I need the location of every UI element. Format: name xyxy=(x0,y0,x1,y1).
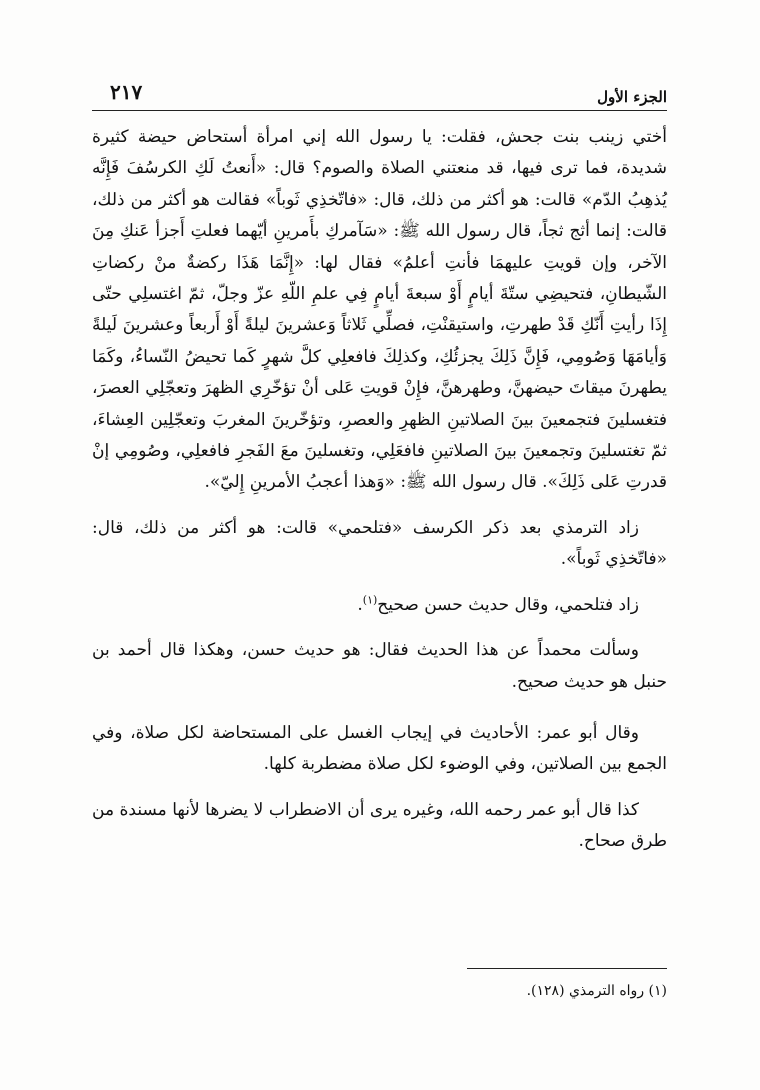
hadith-quote: «فاتّخذِي ثَوباً» xyxy=(566,549,667,570)
text-run: فقالت هو أكثر من ذلك، قالت: إنما أثج ثجاً، قال رسول الله ﷺ: xyxy=(92,189,667,242)
footnote-rule xyxy=(467,968,667,969)
main-text xyxy=(92,122,667,858)
text-run: وسألت محمداً عن هذا الحديث فقال: هو حديث حسن، وهكذا قال أحمد بن حنبل هو حديث صحيح. xyxy=(92,640,667,692)
footnote: (١) رواه الترمذي (١٢٨). xyxy=(526,983,667,999)
page-header xyxy=(92,80,667,110)
hadith-quote: «وَهذا أعجبُ الأمرينِ إِليّ» xyxy=(209,472,395,493)
hadith-quote: «أَنعتُ لَكِ الكرسُفَ فَإِنَّه يُذهِبُ الدّم» xyxy=(92,158,667,210)
text-run: . xyxy=(560,549,567,570)
paragraph xyxy=(92,718,667,781)
text-run: أختي زينب بنت جحش، فقلت: يا رسول الله إني امرأة أستحاض حيضة كثيرة شديدة، فما ترى فيها، قد منعتني الصلاة والصوم؟ قال: xyxy=(92,127,667,179)
text-run: وقال أبو عمر: الأحاديث في إيجاب الغسل على المستحاضة لكل صلاة، وفي الجمع بين الصلاتين، وفي الوضوء لكل صلاة مضطربة كلها. xyxy=(92,722,667,775)
text-run: زاد فتلحمي، وقال حديث حسن صحيح xyxy=(377,594,639,615)
hadith-quote: «فاتّخذِي ثَوباً» xyxy=(265,189,368,210)
paragraph xyxy=(92,590,667,621)
text-run: زاد الترمذي بعد ذكر الكرسف «فتلحمي» قالت: هو أكثر من ذلك، قال: xyxy=(92,517,639,538)
text-run: . xyxy=(204,472,210,493)
footnote-marker: (١) xyxy=(362,593,378,607)
paragraph xyxy=(92,795,667,858)
hadith-quote: «سَآمركِ بأَمرينِ أيّهما فعلتِ أَجزأ عَنكِ مِنَ الآخر، وإن قويتِ عليهمَا فأنتِ أعلمُ» xyxy=(92,221,668,273)
page-number: ٢١٧ xyxy=(110,80,143,104)
hadith-quote: «إِنَّمَا هَذَا ركضةٌ منْ ركضاتِ الشّيطانِ، فتحيضِي ستّةَ أيامٍ أَوْ سبعةَ أيامٍ فِي علمِ اللّهِ عزّ وجلّ، ثمّ اغتسلِي حتّى إِذَا رأيتِ أَنّكِ قَدْ طهرتِ، واستيقنْتِ، فصلِّي ثَلاثاً وَعشرينَ ليلةً أَوْ أَربعاً وعشرينَ لَيلةً وَأيامَهَا وَصُومِي، فَإِنَّ ذَلِكَ يجزئُكِ، وكذلِكَ فافعلِي كلَّ شهرٍ كَما تحيضُ النّساءُ، وكَمَا يطهرنَ ميقاتَ حيضهنَّ، وطهرهنَّ، فإِنْ قويتِ عَلى أنْ تؤخّرِي الظهرَ وتعجّلِي العصرَ، فتغسلينَ فتجمعينَ بينَ الصلاتينِ الظهرِ والعصرِ، وتؤخّرينَ المغربَ وتعجّلِين العِشاءَ، ثمّ تغتسلينَ وتجمعينَ بينَ الصلاتينِ فافعَلِي، وتغسلينَ معَ الفَجرِ فافعلِي، وصُومِي إنْ قدرتِ عَلى ذَلِكَ» xyxy=(92,252,667,493)
text-run: فقال لها: xyxy=(304,252,393,273)
header-rule xyxy=(92,110,667,111)
paragraph xyxy=(92,122,667,499)
running-head: الجزء الأول xyxy=(597,88,667,106)
text-run: . قال رسول الله ﷺ: xyxy=(394,472,548,493)
text-run: . xyxy=(357,594,363,615)
paragraph xyxy=(92,513,667,576)
paragraph xyxy=(92,635,667,698)
text-run: كذا قال أبو عمر رحمه الله، وغيره يرى أن الاضطراب لا يضرها لأنها مسندة من طرق صحاح. xyxy=(92,799,667,852)
text-run: قالت: هو أكثر من ذلك، قال: xyxy=(367,189,582,210)
